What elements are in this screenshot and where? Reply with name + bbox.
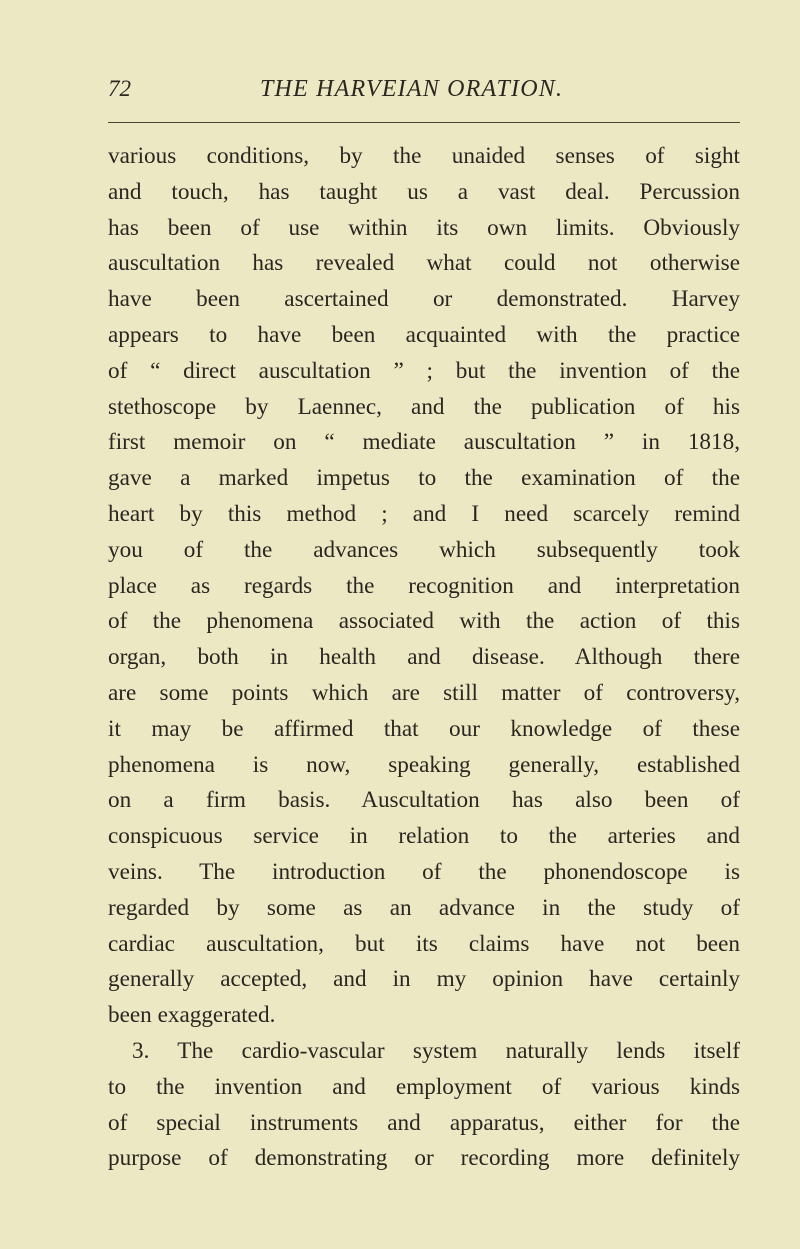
text-line: you of the advances which subsequently took (108, 536, 740, 563)
text-line: gave a marked impetus to the examination of the (108, 465, 740, 492)
text-line: first memoir on “ mediate auscultation ” in 1818, (108, 429, 740, 456)
text-line: regarded by some as an advance in the study of (108, 894, 740, 921)
text-line: are some points which are still matter of controversy, (108, 679, 740, 706)
text-line: of “ direct auscultation ” ; but the invention of the (108, 357, 740, 384)
text-line: it may be affirmed that our knowledge of these (108, 715, 740, 742)
text-line: of the phenomena associated with the action of this (108, 608, 740, 635)
text-line: organ, both in health and disease. Although there (108, 644, 740, 671)
text-line: stethoscope by Laennec, and the publication of his (108, 393, 740, 420)
text-line: generally accepted, and in my opinion have certainly (108, 966, 740, 993)
text-line: various conditions, by the unaided senses of sight (108, 143, 740, 169)
text-line: of special instruments and apparatus, either for the (108, 1109, 740, 1136)
text-line: veins. The introduction of the phonendoscope is (108, 858, 740, 885)
text-line: conspicuous service in relation to the arteries and (108, 823, 740, 850)
running-head (108, 76, 740, 112)
text-line: purpose of demonstrating or recording more definitely (108, 1145, 740, 1172)
text-line: cardiac auscultation, but its claims have not been (108, 930, 740, 957)
text-line: has been of use within its own limits. Obviously (108, 214, 740, 241)
text-line: heart by this method ; and I need scarcely remind (108, 500, 740, 527)
page-number: 72 (108, 76, 131, 101)
running-title: THE HARVEIAN ORATION. (260, 76, 564, 102)
text-line: to the invention and employment of various kinds (108, 1073, 740, 1100)
text-line: have been ascertained or demonstrated. Harvey (108, 286, 740, 313)
section-3-start-line: 3. The cardio-vascular system naturally lends itself (132, 1037, 740, 1064)
text-line: auscultation has revealed what could not otherwise (108, 250, 740, 277)
text-line: appears to have been acquainted with the practice (108, 321, 740, 348)
header-rule (108, 122, 740, 123)
paragraph-end-line: been exaggerated. (108, 1002, 276, 1029)
body-text (108, 139, 740, 1177)
text-line: on a firm basis. Auscultation has also been of (108, 787, 740, 814)
text-line: phenomena is now, speaking generally, established (108, 751, 740, 778)
text-line: place as regards the recognition and interpretation (108, 572, 740, 599)
text-line: and touch, has taught us a vast deal. Percussion (108, 178, 740, 205)
